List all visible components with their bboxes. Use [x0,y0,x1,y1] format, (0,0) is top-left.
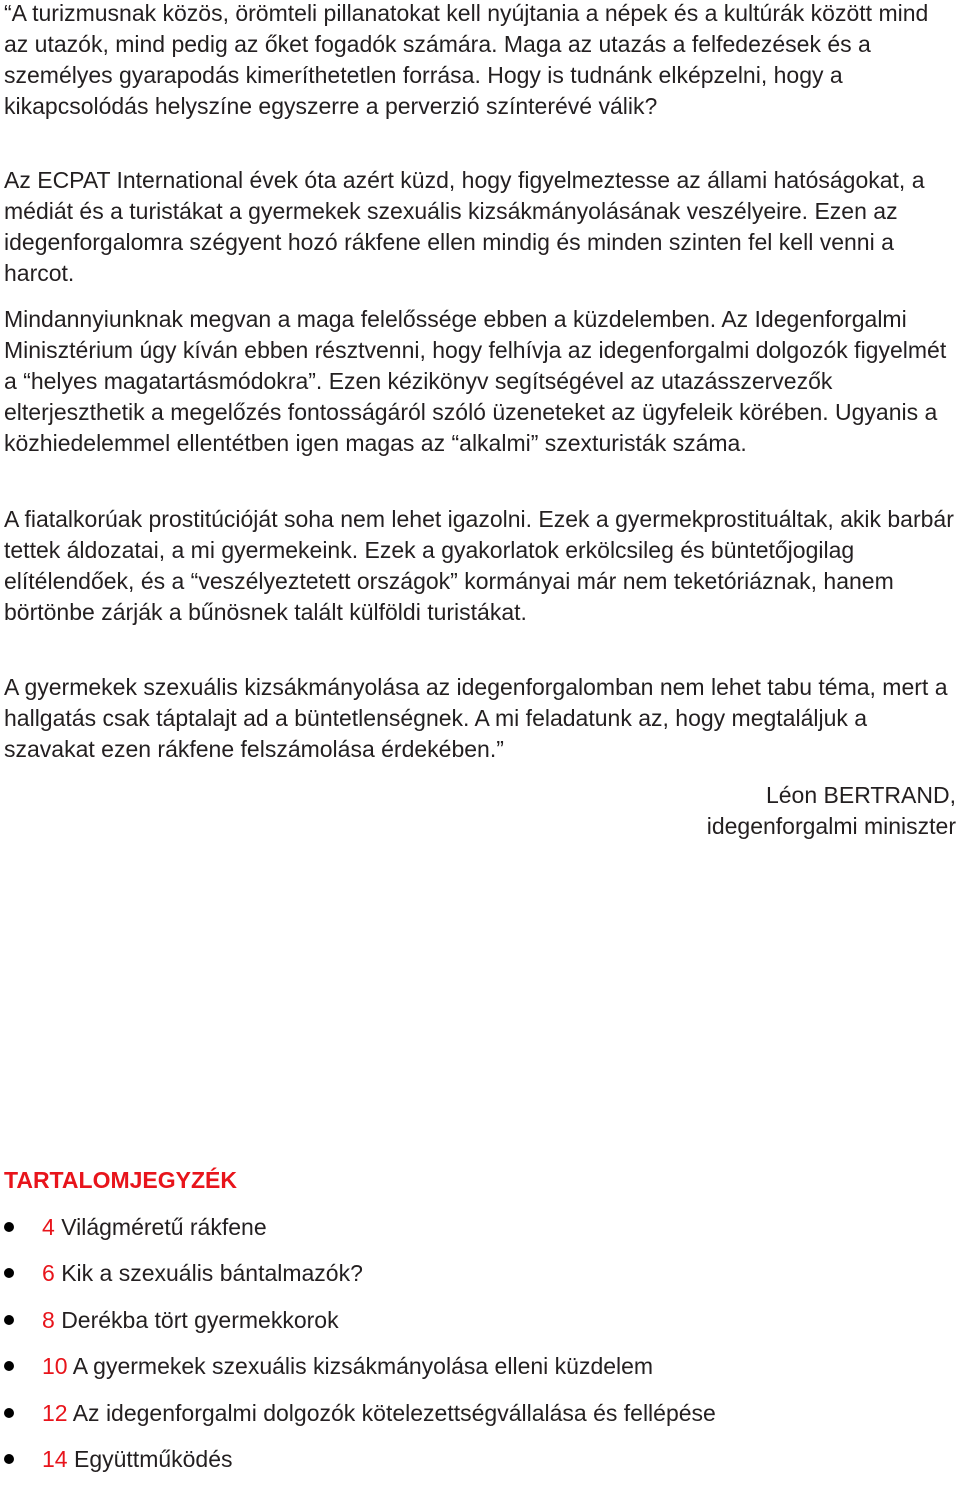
toc-label: Együttműködés [73,1445,233,1472]
toc-page-number: 12 [42,1399,73,1426]
signature-role: idegenforgalmi miniszter [706,813,956,839]
toc-item[interactable] [4,1444,716,1490]
toc-item[interactable] [4,1398,716,1444]
toc-label: Az idegenforgalmi dolgozók kötelezettségvállalása és fellépése [72,1399,716,1426]
toc-title: TARTALOMJEGYZÉK [4,1167,237,1193]
toc-list [4,1212,716,1490]
intro-paragraph-3: Mindannyiunknak megvan a maga felelőssége ebben a küzdelemben. Az Idegenforgalmi Minisztérium úgy kíván ebben résztvenni, hogy felhívja az idegenforgalmi dolgozók figyelmét a “helyes magatartásmódokra”. Ezen kézikönyv segítségével az utazásszervezők elterjeszthetik a megelőzés fontosságáról szóló üzeneteket az ügyfeleik körében. Ugyanis a közhiedelemmel ellentétben igen magas az “alkalmi” szexturisták száma. [4,306,947,456]
toc-page-number: 14 [42,1445,74,1472]
bullet-icon [4,1454,14,1464]
signature-block [707,780,956,842]
toc-item[interactable] [4,1212,716,1258]
intro-paragraph-2: Az ECPAT International évek óta azért küzd, hogy figyelmeztesse az állami hatóságokat, a médiát és a turistákat a gyermekek szexuális kizsákmányolásának veszélyeire. Ezen az idegenforgalomra szégyent hozó rákfene ellen mindig és minden szinten fel kell venni a harcot. [4,167,925,286]
toc-label: Derékba tört gyermekkorok [61,1306,339,1333]
bullet-icon [4,1315,14,1325]
toc-page-number: 10 [42,1353,73,1380]
bullet-icon [4,1408,14,1418]
bullet-icon [4,1361,14,1371]
bullet-icon [4,1268,14,1278]
intro-paragraph-5: A gyermekek szexuális kizsákmányolása az idegenforgalomban nem lehet tabu téma, mert a hallgatás csak táptalajt ad a büntetlenségnek. A mi feladatunk az, hogy megtaláljuk a szavakat ezen rákfene felszámolása érdekében.” [4,674,948,762]
toc-page-number: 4 [42,1214,62,1240]
toc-item[interactable] [4,1351,716,1397]
toc-label: Világméretű rákfene [61,1214,267,1240]
toc-label: A gyermekek szexuális kizsákmányolása elleni küzdelem [72,1353,654,1380]
intro-paragraph-4: A fiatalkorúak prostitúcióját soha nem lehet igazolni. Ezek a gyermekprostituáltak, akik barbár tettek áldozatai, a mi gyermekeink. Ezek a gyakorlatok erkölcsileg és büntetőjogilag elítélendőek, és a “veszélyeztetett országok” kormányai már nem teketóriáznak, hanem börtönbe zárják a bűnösnek talált külföldi turistákat. [4,506,954,625]
bullet-icon [4,1222,14,1232]
signature-name: Léon BERTRAND, [765,782,956,808]
toc-page-number: 8 [42,1306,62,1333]
toc-page-number: 6 [42,1260,62,1287]
intro-paragraph-1: “A turizmusnak közös, örömteli pillanatokat kell nyújtania a népek és a kultúrák között mind az utazók, mind pedig az őket fogadók számára. Maga az utazás a felfedezések és a személyes gyarapodás kimeríthetetlen forrása. Hogy is tudnánk elképzelni, hogy a kikapcsolódás helyszíne egyszerre a perverzió színterévé válik? [4,0,929,119]
toc-item[interactable] [4,1305,716,1351]
toc-label: Kik a szexuális bántalmazók? [61,1260,363,1287]
toc-item[interactable] [4,1258,716,1304]
